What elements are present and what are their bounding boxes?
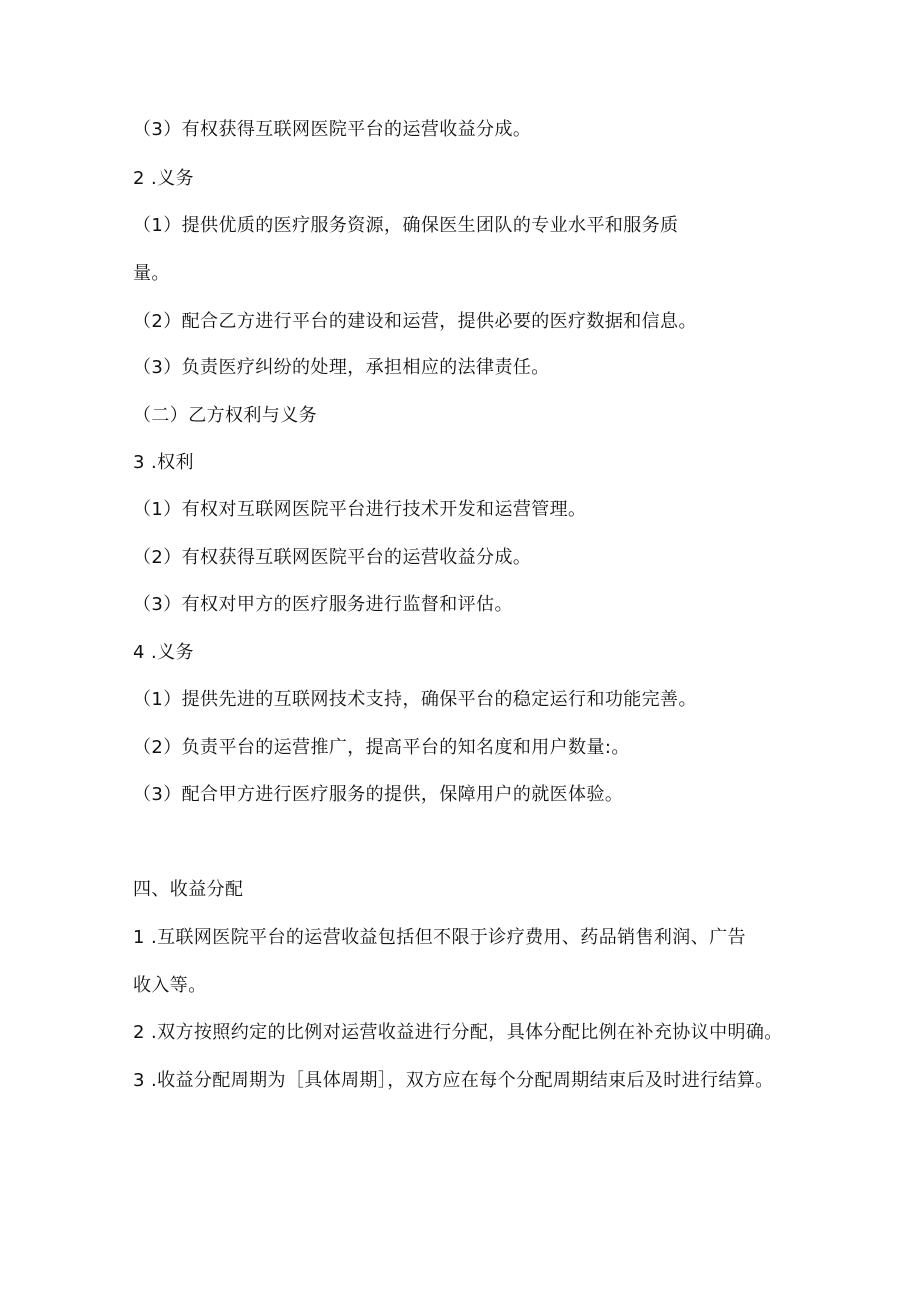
text-line: （1）提供先进的互联网技术支持，确保平台的稳定运行和功能完善。 [133,689,697,710]
text-line: 1 .互联网医院平台的运营收益包括但不限于诊疗费用、药品销售利润、广告 [133,927,746,948]
text-line: （2）有权获得互联网医院平台的运营收益分成。 [133,547,532,568]
text-line: 收入等。 [133,975,207,996]
text-line: （3）负责医疗纠纷的处理，承担相应的法律责任。 [133,357,550,378]
text-line: （3）有权对甲方的医疗服务进行监督和评估。 [133,594,513,615]
text-line: （2）负责平台的运营推广，提高平台的知名度和用户数量:。 [133,737,630,758]
text-line: （3）配合甲方进行医疗服务的提供，保障用户的就医体验。 [133,784,624,805]
section-heading: 2 .义务 [133,168,194,189]
text-line: （1）有权对互联网医院平台进行技术开发和运营管理。 [133,499,587,520]
section-heading: （二）乙方权利与义务 [133,405,317,426]
section-heading: 4 .义务 [133,642,194,663]
section-heading: 3 .权利 [133,452,194,473]
text-line: （1）提供优质的医疗服务资源，确保医生团队的专业水平和服务质 [133,215,679,236]
text-line: （3）有权获得互联网医院平台的运营收益分成。 [133,119,532,140]
text-line: （2）配合乙方进行平台的建设和运营，提供必要的医疗数据和信息。 [133,311,697,332]
text-line: 量。 [133,263,170,284]
text-line: 2 .双方按照约定的比例对运营收益进行分配，具体分配比例在补充协议中明确。 [133,1022,783,1043]
text-line: 3 .收益分配周期为［具体周期］，双方应在每个分配周期结束后及时进行结算。 [133,1070,774,1091]
section-heading: 四、收益分配 [133,879,244,900]
